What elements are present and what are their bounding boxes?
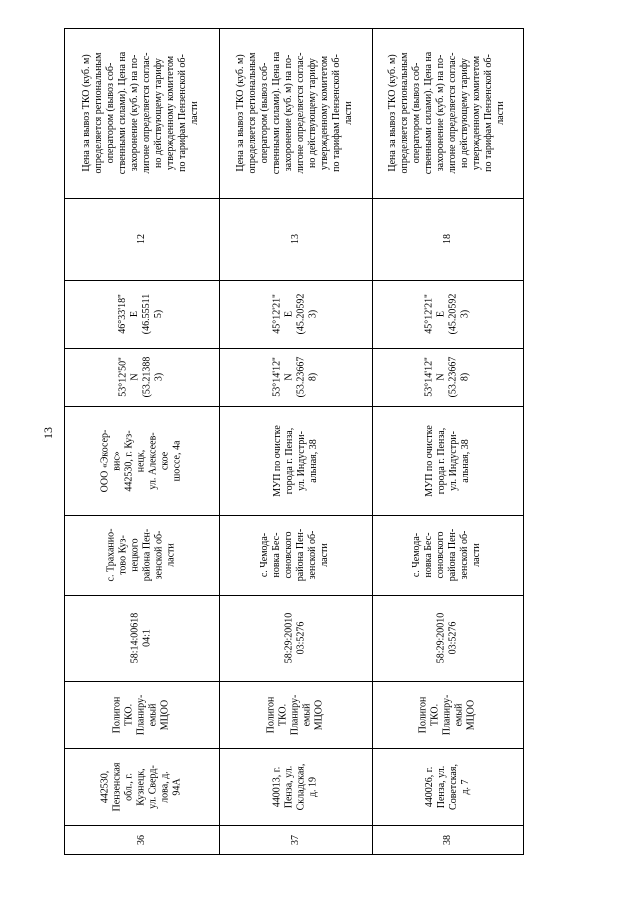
cadastral-number-cell: 58:29:20010 03:5276 xyxy=(283,612,307,664)
count-cell: 18 xyxy=(441,234,453,244)
registry-table xyxy=(64,28,524,855)
latitude-cell: 53°14'12'' N (53.23667 8) xyxy=(423,356,471,398)
longitude-cell: 46°33'18'' E (46.55511 5) xyxy=(117,293,165,335)
object-type-cell: Полигон ТКО. Планиру- емый МЦОО xyxy=(265,694,325,735)
count-cell: 13 xyxy=(289,234,301,244)
location-cell: с. Чемода- новка Бес- соновского района Пен- зенской об- ласти xyxy=(259,528,331,582)
operator-cell: МУП по очистке города г. Пенза, ул. Индустри- альная, 38 xyxy=(271,424,319,497)
address-cell: 440013, г. Пенза, ул. Складская, д. 19 xyxy=(271,763,319,810)
row-number: 36 xyxy=(135,834,147,845)
row-number: 37 xyxy=(289,834,301,845)
address-cell: 440026, г. Пенза, ул. Советская, д. 7 xyxy=(423,763,471,810)
location-cell: с. Траханио- тово Куз- нецкого района Пен- зенской об- ласти xyxy=(105,528,177,582)
price-note-cell: Цена за вывоз ТКО (куб. м) определяется региональным оператором (вывоз соб- ственными силами). Цена на захоронение (куб. м) на по- лигоне определяется соглас- но действующему тарифу утвержденному комитетом по тарифам Пензенской об- ласти xyxy=(235,51,355,175)
page-number: 13 xyxy=(41,427,55,439)
object-type-cell: Полигон ТКО. Планиру- емый МЦОО xyxy=(111,694,171,735)
price-note-cell: Цена за вывоз ТКО (куб. м) определяется региональным оператором (вывоз соб- ственными силами). Цена на захоронение (куб. м) на по- лигоне определяется соглас- но действующему тарифу утвержденному комитетом по тарифам Пензенской об- ласти xyxy=(387,51,507,175)
operator-cell: МУП по очистке города г. Пенза, ул. Индустри- альная, 38 xyxy=(423,424,471,497)
row-number: 38 xyxy=(441,834,453,845)
cadastral-number-cell: 58:29:20010 03:5276 xyxy=(435,612,459,664)
object-type-cell: Полигон ТКО. Планиру- емый МЦОО xyxy=(417,694,477,735)
address-cell: 442530, Пензенская обл., г. Кузнецк, ул. Сверд- лова, д. 94А xyxy=(99,762,183,811)
count-cell: 12 xyxy=(135,234,147,244)
location-cell: с. Чемода- новка Бес- соновского района Пен- зенской об- ласти xyxy=(411,528,483,582)
cadastral-number-cell: 58:14:00618 04:1 xyxy=(129,612,153,664)
operator-cell: ООО «Экосер- вис» 442530, г. Куз- нецк, ул. Алексеев- ское шоссе, 4а xyxy=(99,429,183,492)
latitude-cell: 53°14'12'' N (53.23667 8) xyxy=(271,356,319,398)
table-border-left xyxy=(64,854,524,855)
table-border-bottom xyxy=(523,28,524,855)
longitude-cell: 45°12'21'' E (45.20592 3) xyxy=(423,293,471,335)
price-note-cell: Цена за вывоз ТКО (куб. м) определяется региональным оператором (вывоз соб- ственными силами). Цена на захоронение (куб. м) на по- лигоне определяется соглас- но действующему тарифу утвержденному комитетом по тарифам Пензенской об- ласти xyxy=(81,51,201,175)
longitude-cell: 45°12'21'' E (45.20592 3) xyxy=(271,293,319,335)
latitude-cell: 53°12'50'' N (53.21388 3) xyxy=(117,356,165,398)
